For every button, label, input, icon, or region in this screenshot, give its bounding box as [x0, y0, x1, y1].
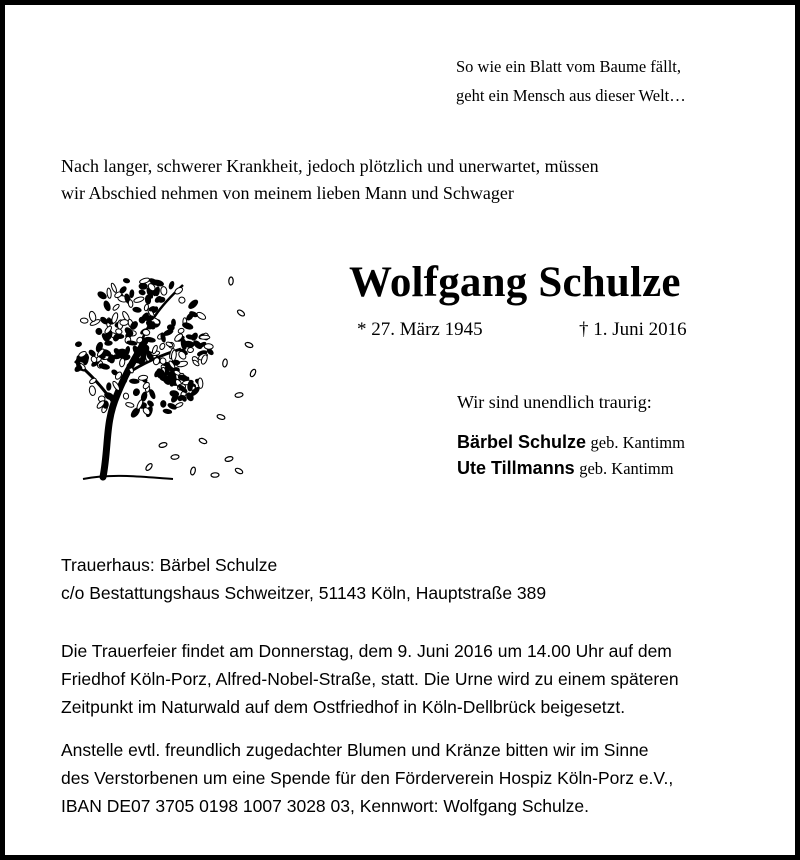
- address-line-2: c/o Bestattungshaus Schweitzer, 51143 Köln, Hauptstraße 389: [61, 583, 547, 603]
- address-line-1: Trauerhaus: Bärbel Schulze: [61, 555, 278, 575]
- ceremony-line-3: Zeitpunkt im Naturwald auf dem Ostfriedhof in Köln-Dellbrück beigesetzt.: [61, 697, 626, 717]
- donation-line-3: IBAN DE07 3705 0198 1007 3028 03, Kennwort: Wolfgang Schulze.: [61, 796, 589, 816]
- mourner-1-name: Bärbel Schulze: [457, 432, 587, 452]
- mourner-2-note: geb. Kantimm: [579, 459, 674, 478]
- ceremony-line-2: Friedhof Köln-Porz, Alfred-Nobel-Straße, statt. Die Urne wird zu einem späteren: [61, 669, 679, 689]
- donation-line-2: des Verstorbenen um eine Spende für den Förderverein Hospiz Köln-Porz e.V.,: [61, 768, 674, 788]
- deceased-name: Wolfgang Schulze: [349, 259, 681, 306]
- mourner-1-note: geb. Kantimm: [590, 433, 685, 452]
- mourner-2-name: Ute Tillmanns: [457, 458, 575, 478]
- intro-line-2: wir Abschied nehmen von meinem lieben Mann und Schwager: [61, 183, 514, 203]
- quote-line-2: geht ein Mensch aus dieser Welt…: [456, 86, 686, 105]
- mourner-2: [457, 455, 674, 482]
- quote-line-1: So wie ein Blatt vom Baume fällt,: [456, 57, 682, 76]
- intro-line-1: Nach langer, schwerer Krankheit, jedoch plötzlich und unerwartet, müssen: [61, 156, 599, 176]
- death-date: † 1. Juni 2016: [579, 319, 687, 340]
- mourner-1: [457, 429, 685, 456]
- mourners-heading: Wir sind unendlich traurig:: [457, 392, 652, 412]
- ceremony-line-1: Die Trauerfeier findet am Donnerstag, dem 9. Juni 2016 um 14.00 Uhr auf dem: [61, 641, 672, 661]
- birth-date: * 27. März 1945: [357, 319, 483, 340]
- donation-line-1: Anstelle evtl. freundlich zugedachter Blumen und Kränze bitten wir im Sinne: [61, 740, 649, 760]
- windblown-tree-icon: [53, 245, 263, 485]
